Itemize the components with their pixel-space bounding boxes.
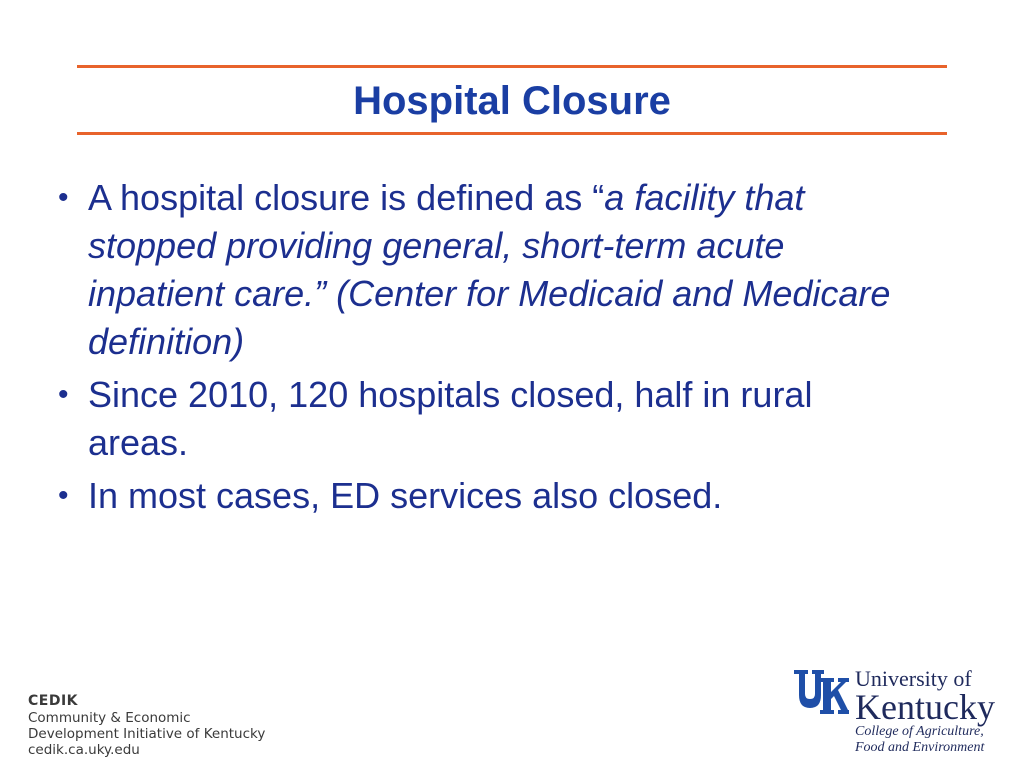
logo-college-line: Food and Environment [855,740,985,755]
bullet-text: Since 2010, 120 hospitals closed, half in rural areas. [88,374,813,463]
bullet-dot: • [58,479,69,512]
bullet-item [56,174,916,366]
cedik-footer [28,692,265,758]
bullet-italic-text: a facility that stopped providing general, short-term acute inpatient care.” (Center for Medicaid and Medicare definition) [88,177,891,362]
bullet-item [56,472,916,520]
uk-mark-icon [793,668,849,716]
bullet-item [56,371,916,467]
bullet-dot: • [58,378,69,411]
slide-title: Hospital Closure [353,79,671,123]
footer-line: Community & Economic [28,710,191,726]
logo-college-line: College of Agriculture, [855,724,984,739]
bullet-text: A hospital closure is defined as “ [88,177,605,218]
bullet-text: In most cases, ED services also closed. [88,475,723,516]
logo-kentucky: Kentucky [855,687,995,727]
footer-url: cedik.ca.uky.edu [28,742,140,758]
bottom-rule [77,132,947,135]
university-of-kentucky-logo [793,668,1013,758]
footer-org-name: CEDIK [28,693,79,709]
logo-university-of: University of [855,666,972,691]
top-rule [77,65,947,68]
uk-wordmark [855,668,995,756]
bullet-list [56,174,916,525]
footer-line: Development Initiative of Kentucky [28,726,266,742]
bullet-dot: • [58,181,69,214]
